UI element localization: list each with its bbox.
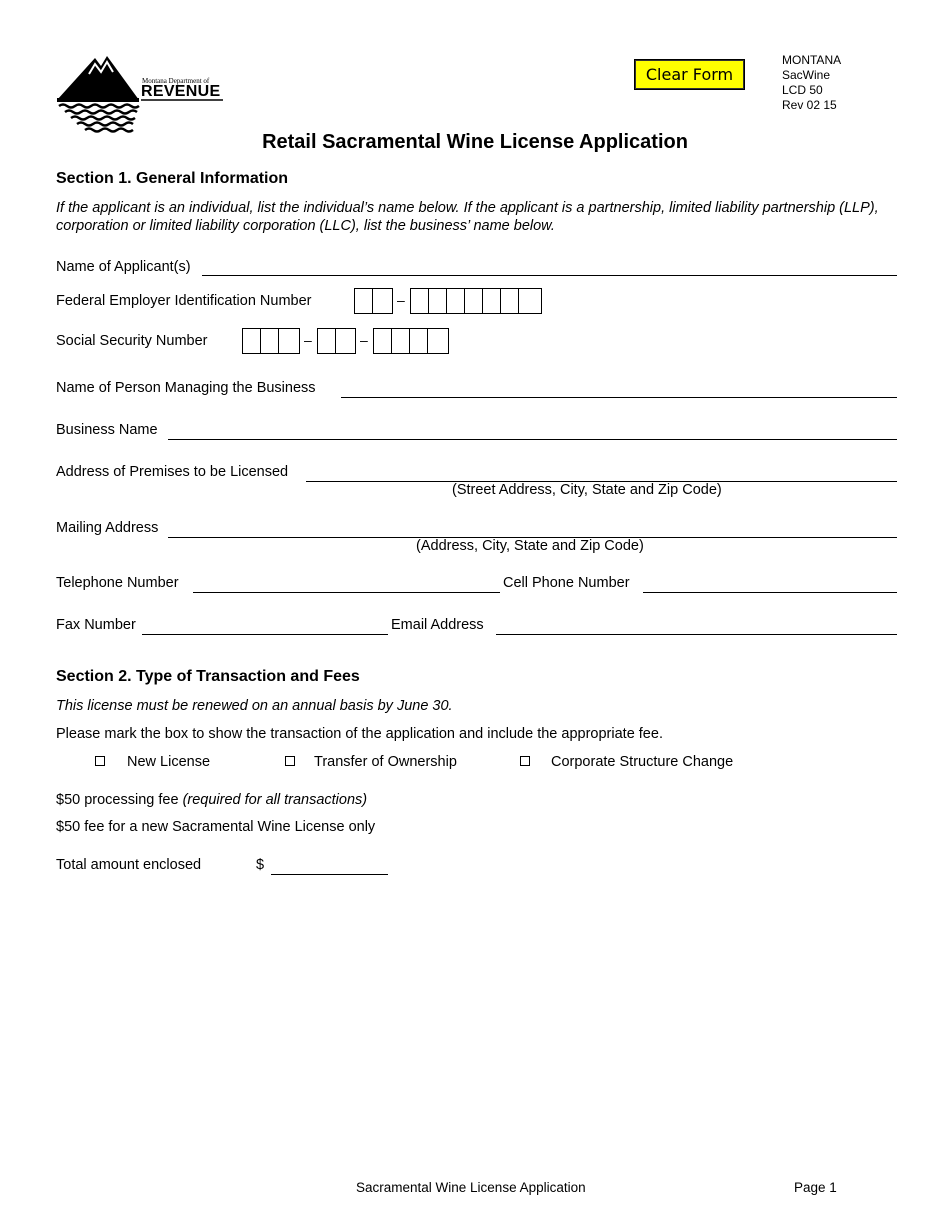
form-id-number: LCD 50 (782, 83, 823, 97)
applicant-label: Name of Applicant(s) (56, 259, 191, 275)
email-field[interactable] (496, 613, 897, 635)
renewal-note: This license must be renewed on an annual basis by June 30. (56, 698, 453, 714)
currency-symbol: $ (256, 857, 265, 873)
new-license-label: New License (127, 754, 211, 770)
ssn-area-boxes[interactable] (242, 328, 300, 354)
ssn-label: Social Security Number (56, 333, 208, 349)
total-label: Total amount enclosed (56, 857, 202, 873)
manager-label: Name of Person Managing the Business (56, 380, 316, 396)
cell-label: Cell Phone Number (503, 575, 630, 591)
corporate-change-checkbox[interactable] (520, 756, 530, 766)
form-id-revision: Rev 02 15 (782, 98, 837, 112)
section1-instructions: If the applicant is an individual, list the individual’s name below. If the applicant is a partnership, limited liability partnership (LLP), corporation or limited liability corporation (LLC), list the business’ name below. (56, 200, 879, 234)
form-id-block (782, 53, 841, 113)
mailing-address-field[interactable] (168, 516, 897, 538)
fax-label: Fax Number (56, 617, 136, 633)
fein-prefix-boxes[interactable] (354, 288, 393, 314)
section2-heading: Section 2. Type of Transaction and Fees (56, 668, 360, 685)
fein-dash: – (397, 292, 405, 308)
manager-name-field[interactable] (341, 376, 897, 398)
fein-label: Federal Employer Identification Number (56, 293, 312, 309)
page-title: Retail Sacramental Wine License Application (262, 131, 688, 153)
processing-fee-note: (required for all transactions) (182, 792, 368, 808)
processing-fee-text: $50 processing fee (56, 792, 179, 808)
business-label: Business Name (56, 422, 158, 438)
clear-form-button[interactable]: Clear Form (634, 59, 745, 90)
premises-address-field[interactable] (306, 460, 897, 482)
business-name-field[interactable] (168, 418, 897, 440)
ssn-dash-2: – (360, 332, 368, 348)
cell-phone-field[interactable] (643, 571, 897, 593)
ssn-dash-1: – (304, 332, 312, 348)
mailing-hint: (Address, City, State and Zip Code) (416, 538, 644, 554)
mailing-label: Mailing Address (56, 520, 159, 536)
form-id-code: SacWine (782, 68, 831, 82)
page-number: Page 1 (794, 1180, 837, 1195)
fax-field[interactable] (142, 613, 388, 635)
email-label: Email Address (391, 617, 484, 633)
transfer-ownership-label: Transfer of Ownership (314, 754, 457, 770)
ssn-serial-boxes[interactable] (373, 328, 449, 354)
form-id-state: MONTANA (782, 53, 842, 67)
footer-title: Sacramental Wine License Application (356, 1180, 586, 1195)
new-license-fee-line: $50 fee for a new Sacramental Wine License only (56, 819, 376, 835)
logo-agency-text: Montana Department of (142, 77, 210, 85)
corporate-change-label: Corporate Structure Change (551, 754, 734, 770)
premises-label: Address of Premises to be Licensed (56, 464, 289, 480)
applicant-name-field[interactable] (202, 254, 897, 276)
ssn-group-boxes[interactable] (317, 328, 356, 354)
transfer-ownership-checkbox[interactable] (285, 756, 295, 766)
premises-hint: (Street Address, City, State and Zip Code) (452, 482, 722, 498)
section1-heading: Section 1. General Information (56, 170, 289, 187)
transaction-instruction: Please mark the box to show the transaction of the application and include the appropriate fee. (56, 726, 663, 742)
logo-revenue-text: REVENUE (141, 83, 221, 100)
fein-suffix-boxes[interactable] (410, 288, 542, 314)
processing-fee-line (56, 792, 367, 808)
department-logo (55, 54, 230, 138)
phone-field[interactable] (193, 571, 500, 593)
new-license-checkbox[interactable] (95, 756, 105, 766)
phone-label: Telephone Number (56, 575, 179, 591)
total-amount-field[interactable] (271, 853, 388, 875)
